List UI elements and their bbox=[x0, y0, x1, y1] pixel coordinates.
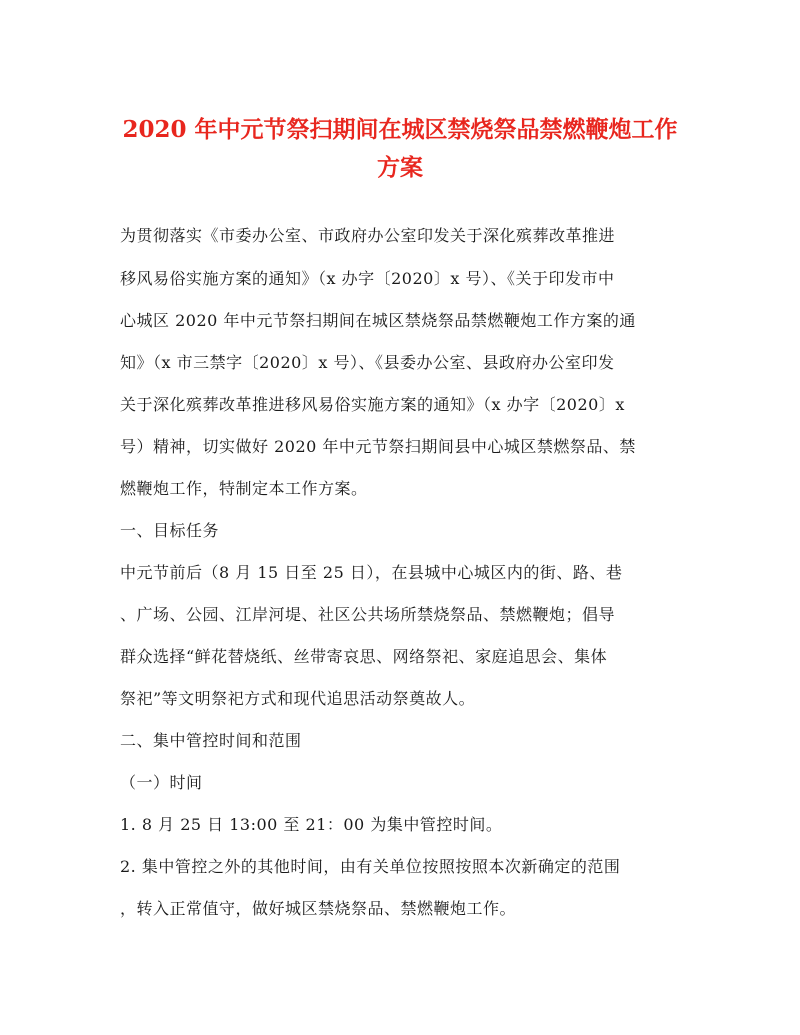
body-line-17: ，转入正常值守，做好城区禁烧祭品、禁燃鞭炮工作。 bbox=[120, 899, 517, 918]
body-line-4: 知》（x 市三禁字〔2020〕x 号）、《县委办公室、县政府办公室印发 bbox=[120, 353, 615, 372]
body-line-1: 为贯彻落实《市委办公室、市政府办公室印发关于深化殡葬改革推进 bbox=[120, 226, 616, 245]
body-line-16: 2. 集中管控之外的其他时间，由有关单位按照按照本次新确定的范围 bbox=[120, 857, 621, 876]
body-line-2: 移风易俗实施方案的通知》（x 办字〔2020〕x 号）、《关于印发市中 bbox=[120, 269, 615, 288]
subsection-heading-1: （一）时间 bbox=[120, 773, 203, 792]
body-line-9: 中元节前后（8 月 15 日至 25 日），在县城中心城区内的街、路、巷 bbox=[120, 563, 623, 582]
body-line-6: 号）精神，切实做好 2020 年中元节祭扫期间县中心城区禁燃祭品、禁 bbox=[120, 437, 636, 456]
body-line-5: 关于深化殡葬改革推进移风易俗实施方案的通知》（x 办字〔2020〕x bbox=[120, 395, 625, 414]
section-heading-2: 二、集中管控时间和范围 bbox=[120, 731, 302, 750]
document-title-line-2: 方案 bbox=[377, 154, 423, 181]
body-line-11: 群众选择“鲜花替烧纸、丝带寄哀思、网络祭祀、家庭追思会、集体 bbox=[120, 647, 608, 666]
body-line-10: 、广场、公园、江岸河堤、社区公共场所禁烧祭品、禁燃鞭炮；倡导 bbox=[120, 605, 616, 624]
body-line-12: 祭祀”等文明祭祀方式和现代追思活动祭奠故人。 bbox=[120, 689, 476, 708]
body-line-3: 心城区 2020 年中元节祭扫期间在城区禁烧祭品禁燃鞭炮工作方案的通 bbox=[120, 311, 636, 330]
body-line-7: 燃鞭炮工作，特制定本工作方案。 bbox=[120, 479, 368, 498]
section-heading-1: 一、目标任务 bbox=[120, 521, 220, 540]
document-title-line-1: 2020 年中元节祭扫期间在城区禁烧祭品禁燃鞭炮工作 bbox=[122, 116, 678, 143]
body-line-15: 1. 8 月 25 日 13:00 至 21：00 为集中管控时间。 bbox=[120, 815, 503, 834]
